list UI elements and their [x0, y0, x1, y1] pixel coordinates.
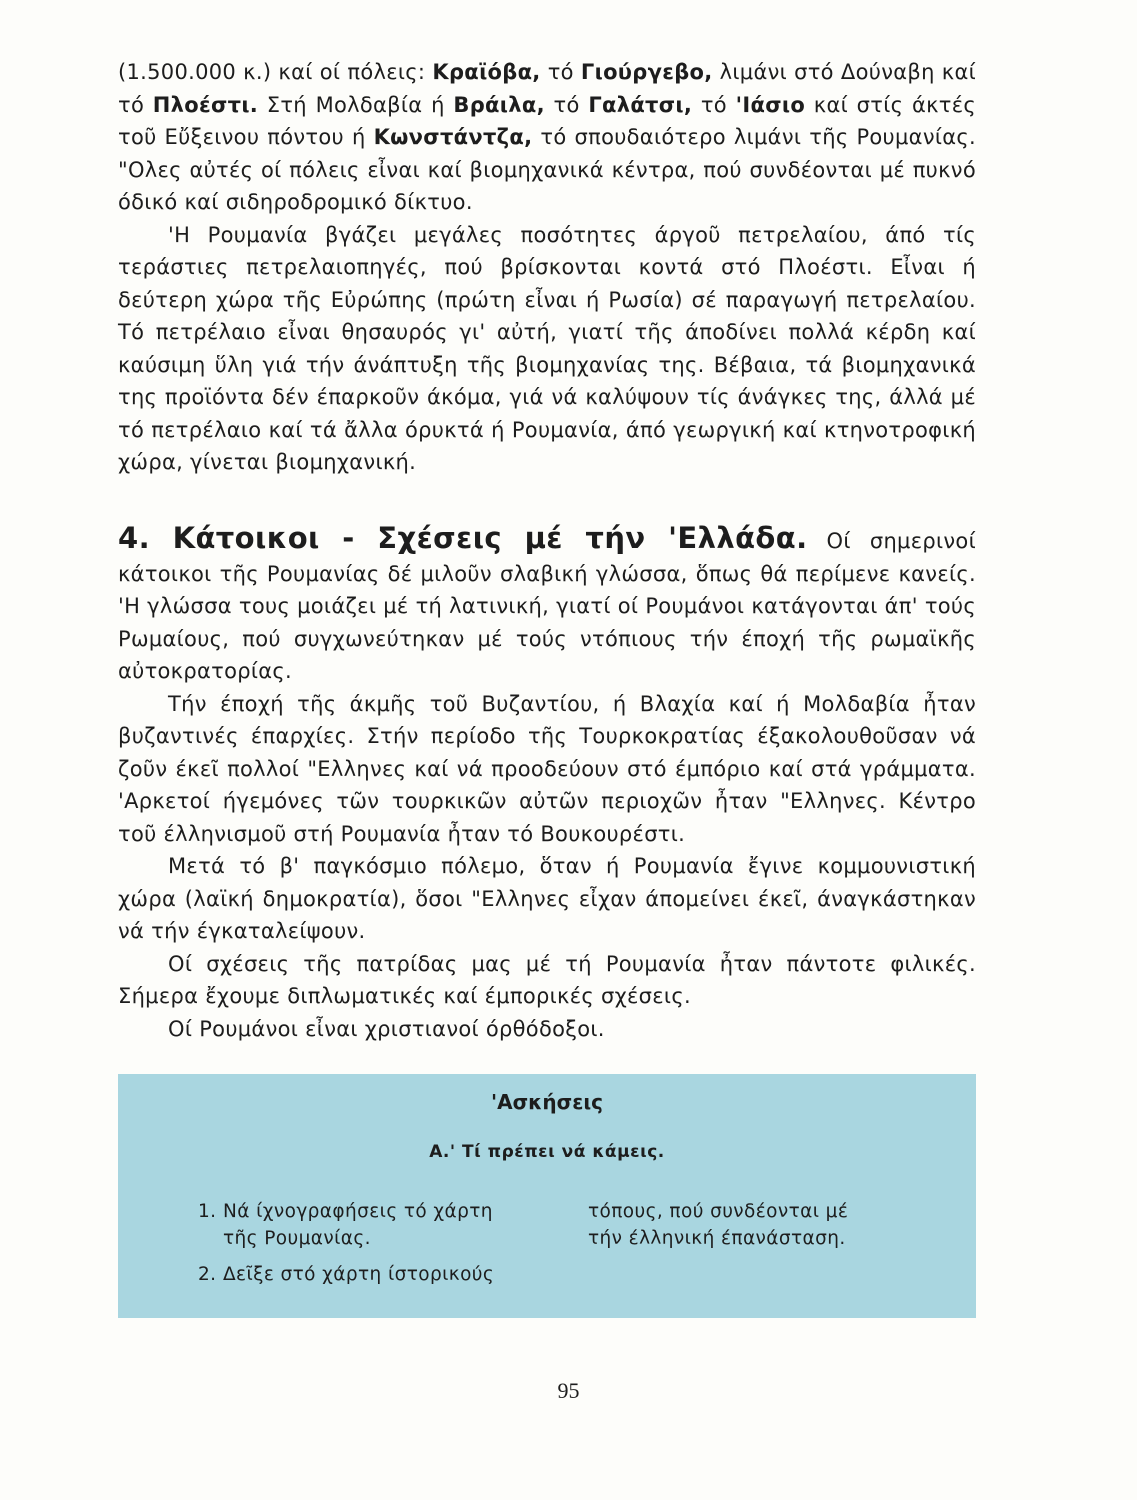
paragraph-byzantium: Τήν έποχή τῆς άκμῆς τοῦ Βυζαντίου, ή Βλαχία καί ή Μολδαβία ἦταν βυζαντινές έπαρχίες. Στήν περίοδο τῆς Τουρκοκρατίας έξακολουθοῦσαν νά ζοῦν έκεῖ πολλοί "Ελληνες καί νά προοδεύουν στό έμπόριο καί στά γράμματα. 'Αρκετοί ήγεμόνες τῶν τουρκικῶν αὐτῶν περιοχῶν ἦταν "Ελληνες. Κέντρο τοῦ έλληνισμοῦ στή Ρουμανία ἦταν τό Βουκουρέστι. [118, 691, 976, 846]
text-run: καί στίς άκτές τοῦ Εὔξεινου πόντου ή [118, 92, 976, 149]
exercise-left-column [198, 1198, 538, 1288]
exercise-number: 1. [198, 1201, 217, 1222]
city-name: 'Ιάσιο [735, 92, 806, 117]
exercise-item [198, 1198, 538, 1225]
section-4-intro [118, 522, 976, 688]
exercise-text: τῆς Ρουμανίας. [223, 1228, 371, 1249]
exercises-subtitle: Α.' Τί πρέπει νά κάμεις. [429, 1142, 665, 1162]
text-run: τό [544, 92, 589, 117]
text-run: τό [540, 60, 581, 84]
text-block-top [118, 56, 976, 479]
city-name: Κωνστάντζα, [373, 125, 533, 149]
section-heading: 4. Κάτοικοι - Σχέσεις μέ τήν 'Ελλάδα. [118, 521, 808, 555]
exercise-text: Δεῖξε στό χάρτη ίστορικούς [223, 1264, 495, 1285]
paragraph-relations: Οί σχέσεις τῆς πατρίδας μας μέ τή Ρουμανία ἦταν πάντοτε φιλικές. Σήμερα ἔχουμε διπλωματικές καί έμπορικές σχέσεις. [118, 951, 976, 1008]
text-run: τό σπουδαιότερο λιμάνι τῆς Ρουμανίας. "Ολες αὐτές οί πόλεις εἶναι καί βιομηχανικά κέντρα, πού συνδέονται μέ πυκνό όδικό καί σιδηροδρομικό δίκτυο. [118, 125, 976, 214]
exercise-right-column [588, 1198, 918, 1252]
exercise-item [198, 1261, 538, 1288]
city-name: Κραϊόβα, [432, 60, 541, 84]
paragraph-cities [118, 56, 976, 219]
text-run: (1.500.000 κ.) καί οί πόλεις: [118, 60, 433, 84]
city-name: Γιούργεβο, [580, 60, 713, 84]
city-name: Βράιλα, [453, 92, 545, 117]
text-run: Οί σημερινοί κάτοικοι τῆς Ρουμανίας δέ μιλοῦν σλαβική γλώσσα, ὅπως θά περίμενε κανείς. 'Η γλώσσα τους μοιάζει μέ τή λατινική, γιατί οί Ρουμάνοι κατάγονται άπ' τούς Ρωμαίους, πού συγχωνεύτηκαν μέ τούς ντόπιους τήν έποχή τῆς ρωμαϊκῆς αὐτοκρατορίας. [118, 529, 976, 683]
text-run: λιμάνι στό Δούναβη καί τό [118, 60, 977, 117]
exercises-title: 'Ασκήσεις [491, 1090, 603, 1114]
exercise-number: 2. [198, 1264, 217, 1285]
city-name: Πλοέστι. [152, 92, 259, 117]
exercise-text: Νά ίχνογραφήσεις τό χάρτη [223, 1201, 493, 1222]
paragraph-petroleum: 'Η Ρουμανία βγάζει μεγάλες ποσότητες άργοῦ πετρελαίου, άπό τίς τεράστιες πετρελαιοπηγές, πού βρίσκονται κοντά στό Πλοέστι. Εἶναι ή δεύτερη χώρα τῆς Εὐρώπης (πρώτη εἶναι ή Ρωσία) σέ παραγωγή πετρελαίου. Τό πετρέλαιο εἶναι θησαυρός γι' αὐτή, γιατί τῆς άποδίνει πολλά κέρδη καί καύσιμη ὕλη γιά τήν άνάπτυξη τῆς βιομηχανίας της. Βέβαια, τά βιομηχανικά της προϊόντα δέν έπαρκοῦν άκόμα, γιά νά καλύψουν τίς άνάγκες της, άλλά μέ τό πετρέλαιο καί τά ἄλλα όρυκτά ή Ρουμανία, άπό γεωργική καί κτηνοτροφική χώρα, γίνεται βιομηχανική. [118, 222, 976, 474]
exercises-box [118, 1074, 976, 1318]
paragraph-ww2: Μετά τό β' παγκόσμιο πόλεμο, ὅταν ή Ρουμανία ἔγινε κομμουνιστική χώρα (λαϊκή δημοκρατία), ὅσοι "Ελληνες εἶχαν άπομείνει έκεῖ, άναγκάστηκαν νά τήν έγκαταλείψουν. [118, 854, 976, 943]
section-4 [118, 522, 976, 1045]
exercise-text: τήν έλληνική έπανάσταση. [588, 1228, 846, 1249]
text-run: Στή Μολδαβία ή [258, 92, 454, 117]
text-run: τό [692, 92, 736, 117]
page-number: 95 [557, 1378, 580, 1403]
exercise-text: τόπους, πού συνδέονται μέ [588, 1201, 849, 1222]
paragraph-religion: Οί Ρουμάνοι εἶναι χριστιανοί όρθόδοξοι. [168, 1016, 605, 1041]
city-name: Γαλάτσι, [588, 92, 693, 117]
